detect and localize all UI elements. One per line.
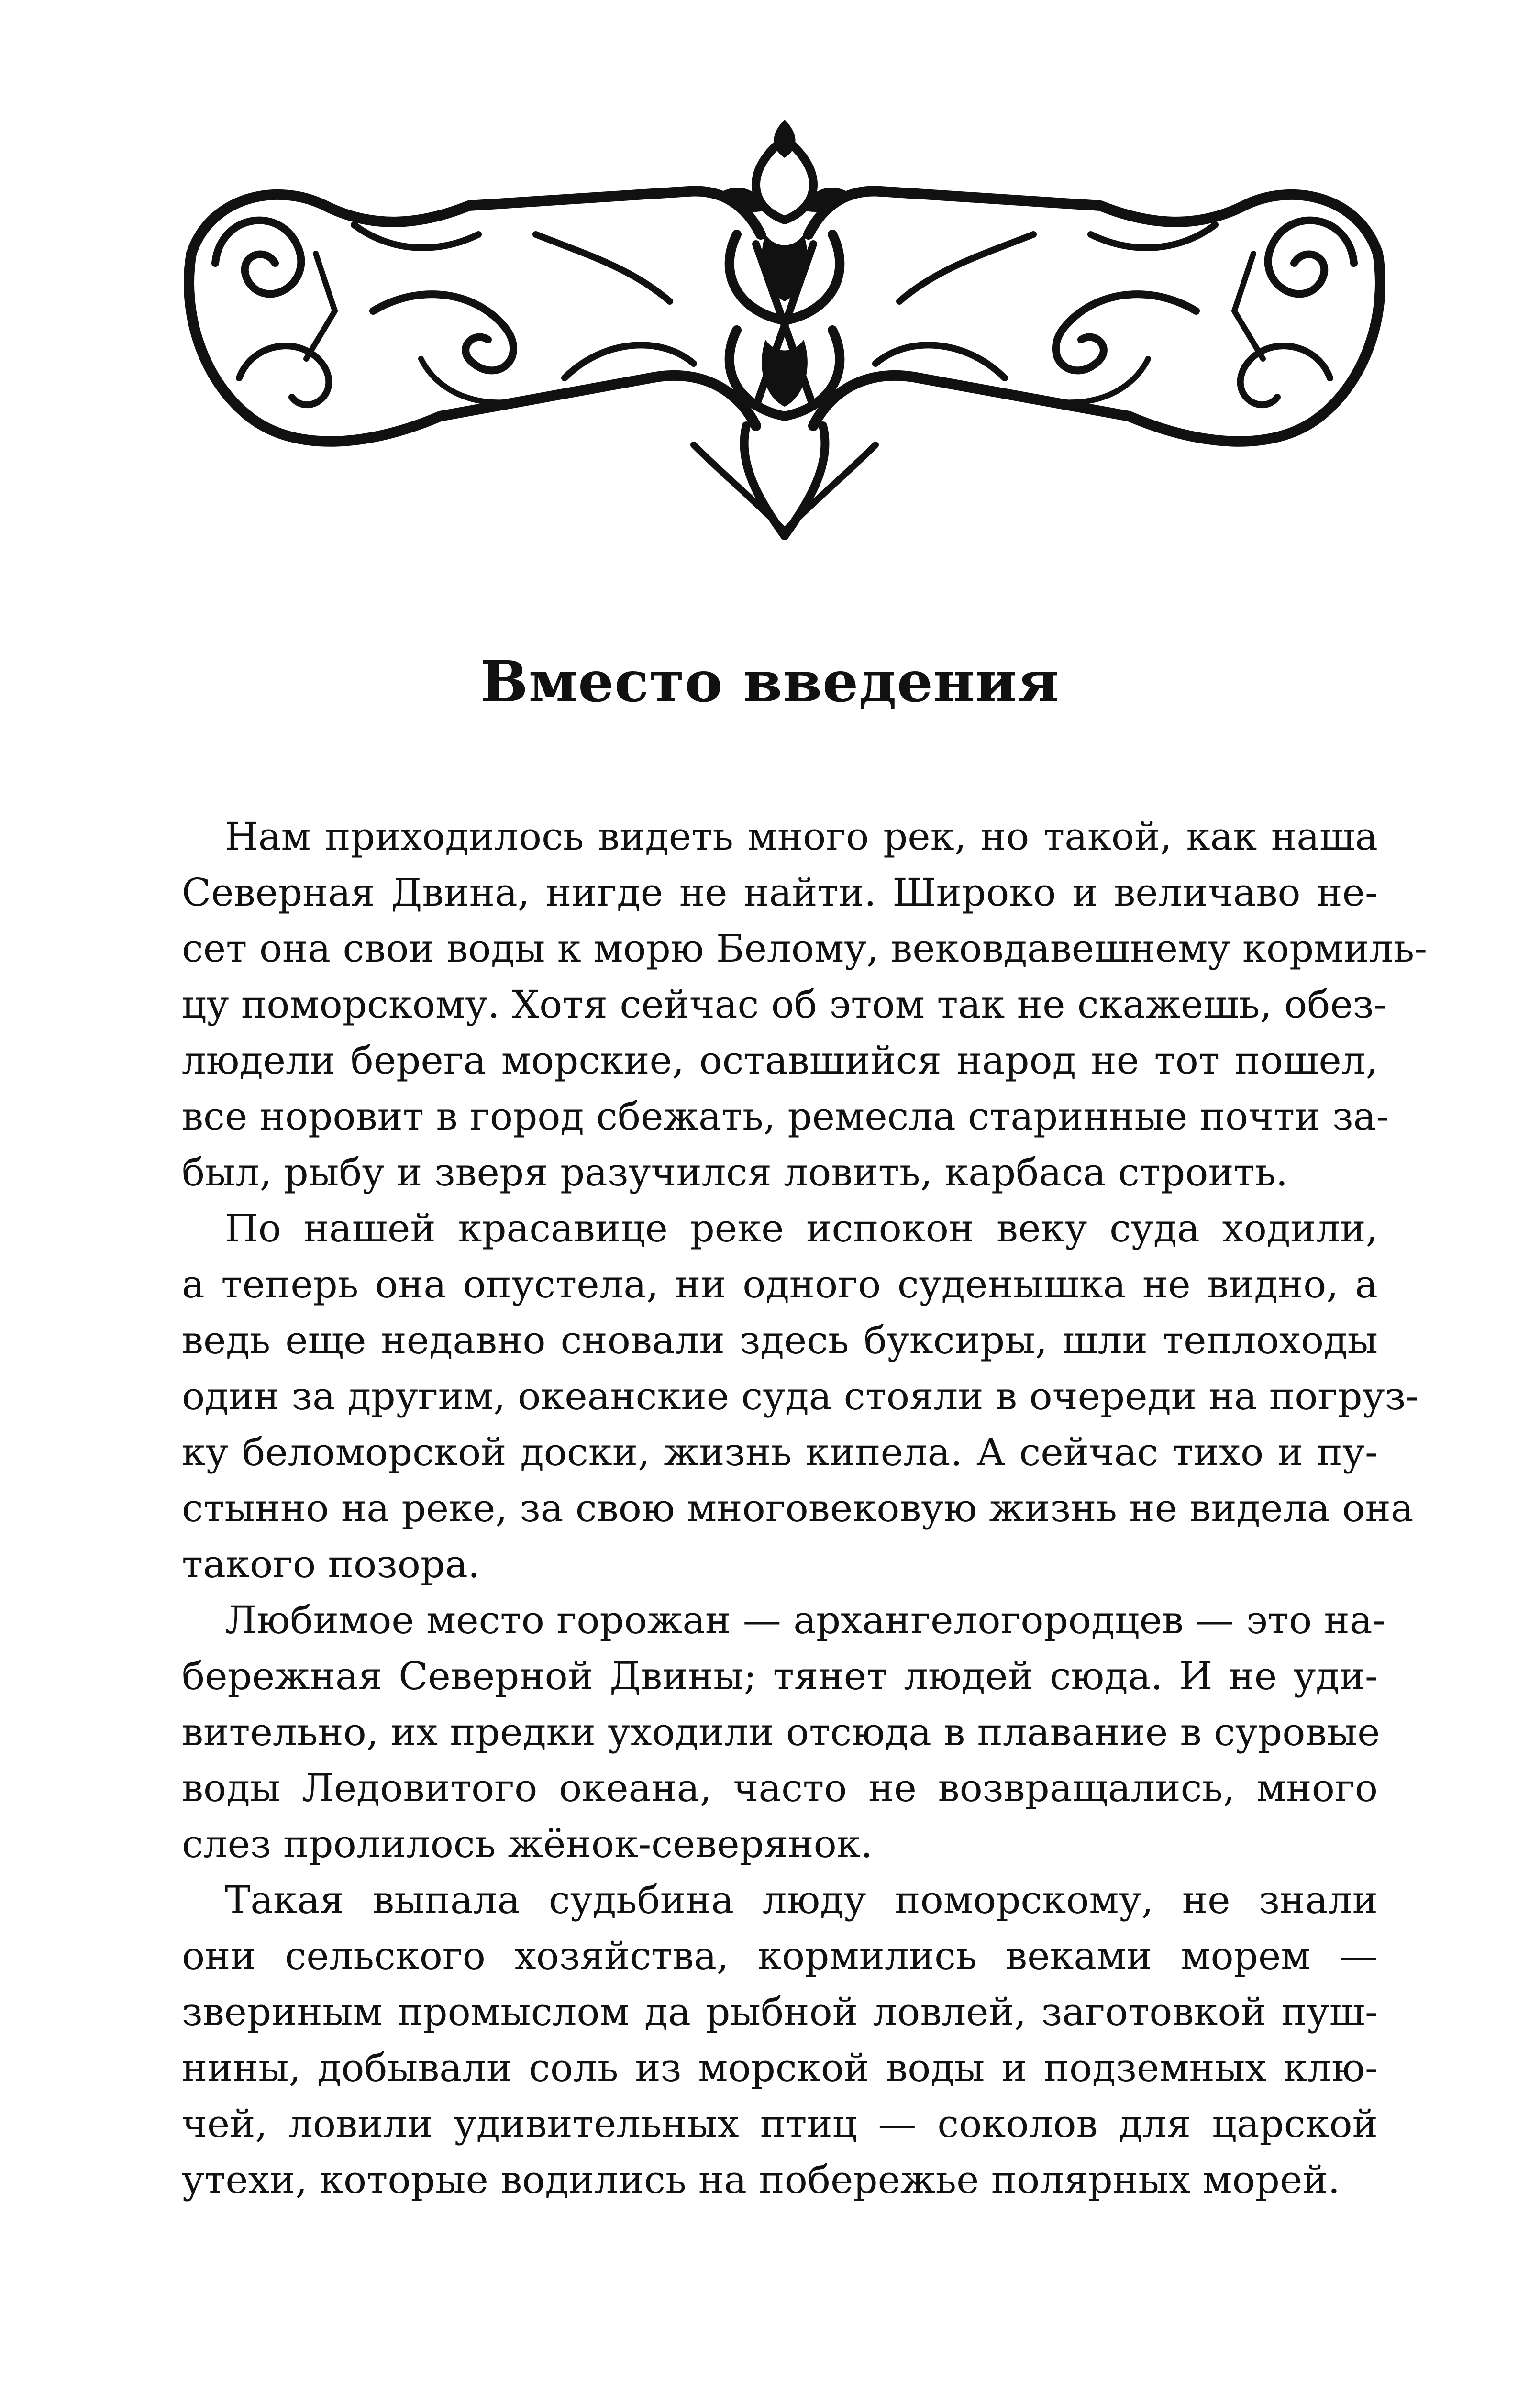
ornament-icon bbox=[172, 110, 1397, 550]
paragraph-2 bbox=[182, 1200, 1419, 1592]
text-line: а теперь она опустела, ни одного суденышка не видно, а bbox=[182, 1262, 1378, 1307]
text-line: цу поморскому. Хотя сейчас об этом так не скажешь, обез- bbox=[182, 982, 1387, 1027]
text-line: слез пролилось жёнок-северянок. bbox=[182, 1822, 873, 1866]
text-line: чей, ловили удивительных птиц — соколов для царской bbox=[182, 2102, 1378, 2146]
text-line: сет она свои воды к морю Белому, вековдавешнему кормиль- bbox=[182, 926, 1428, 971]
text-line: такого позора. bbox=[182, 1542, 480, 1586]
text-line: людели берега морские, оставшийся народ не тот пошел, bbox=[182, 1038, 1378, 1083]
body-text bbox=[182, 808, 1428, 2208]
text-line: утехи, которые водились на побережье полярных морей. bbox=[182, 2158, 1341, 2202]
text-line: они сельского хозяйства, кормились веками морем — bbox=[182, 1934, 1378, 1978]
text-line: По нашей красавице реке испокон веку суда ходили, bbox=[225, 1206, 1378, 1251]
chapter-title: Вместо введения bbox=[480, 648, 1060, 715]
text-line: ку беломорской доски, жизнь кипела. А сейчас тихо и пу- bbox=[182, 1430, 1378, 1474]
text-line: ведь еще недавно сновали здесь буксиры, шли теплоходы bbox=[182, 1318, 1378, 1362]
ornamental-headpiece bbox=[172, 110, 1397, 550]
text-line: бережная Северной Двины; тянет людей сюда. И не уди- bbox=[182, 1654, 1378, 1698]
paragraph-3 bbox=[182, 1592, 1385, 1872]
text-line: звериным промыслом да рыбной ловлей, заготовкой пуш- bbox=[182, 1990, 1378, 2034]
text-line: Нам приходилось видеть много рек, но такой, как наша bbox=[225, 814, 1378, 859]
text-line: все норовит в город сбежать, ремесла старинные почти за- bbox=[182, 1094, 1389, 1139]
text-line: воды Ледовитого океана, часто не возвращались, много bbox=[182, 1766, 1378, 1810]
text-line: нины, добывали соль из морской воды и подземных клю- bbox=[182, 2046, 1378, 2090]
text-line: стынно на реке, за свою многовековую жизнь не видела она bbox=[182, 1486, 1414, 1530]
text-line: Северная Двина, нигде не найти. Широко и величаво не- bbox=[182, 870, 1378, 915]
paragraph-1 bbox=[182, 808, 1428, 1200]
text-line: был, рыбу и зверя разучился ловить, карбаса строить. bbox=[182, 1150, 1288, 1195]
paragraph-4 bbox=[182, 1872, 1378, 2208]
text-line: один за другим, океанские суда стояли в очереди на погруз- bbox=[182, 1374, 1419, 1418]
text-line: вительно, их предки уходили отсюда в плавание в суровые bbox=[182, 1710, 1380, 1754]
text-line: Такая выпала судьбина люду поморскому, не знали bbox=[225, 1878, 1378, 1922]
text-line: Любимое место горожан — архангелогородцев — это на- bbox=[225, 1598, 1385, 1642]
